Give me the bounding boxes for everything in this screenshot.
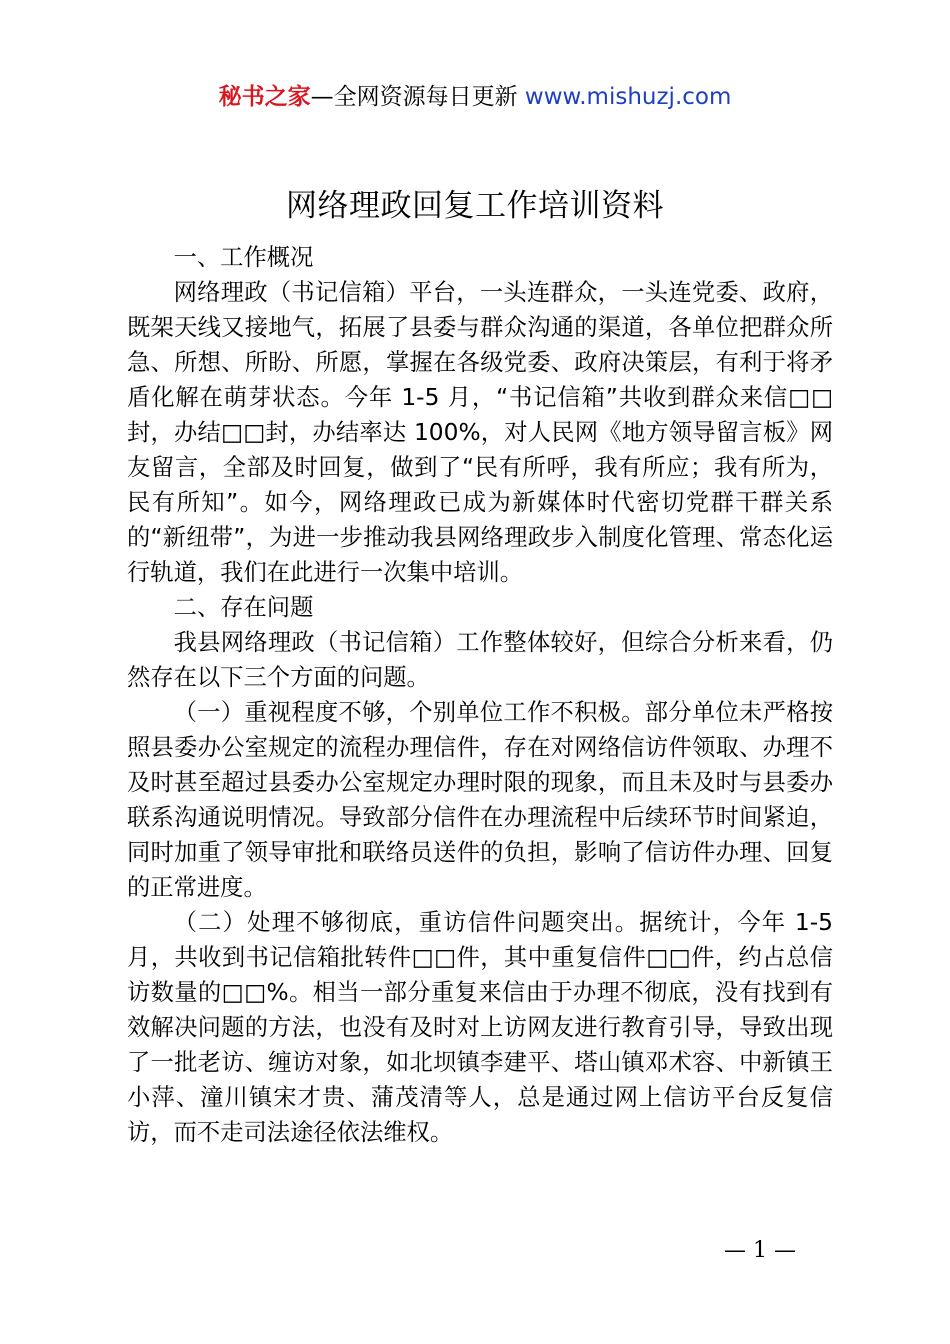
document-body — [127, 240, 833, 1150]
document-title: 网络理政回复工作培训资料 — [286, 188, 664, 224]
paragraph-problem-1: （一）重视程度不够，个别单位工作不积极。部分单位未严格按照县委办公室规定的流程办理信件，存在对网络信访件领取、办理不及时甚至超过县委办公室规定办理时限的现象，而且未及时与县委办联系沟通说明情况。导致部分信件在办理流程中后续环节时间紧迫，同时加重了领导审批和联络员送件的负担，影响了信访件办理、回复的正常进度。 — [127, 699, 833, 901]
section-heading-problems: 二、存在问题 — [173, 594, 314, 621]
page-number: — 1 — — [724, 1238, 796, 1263]
paragraph-problems-intro: 我县网络理政（书记信箱）工作整体较好，但综合分析来看，仍然存在以下三个方面的问题。 — [127, 629, 833, 691]
site-tagline: —全网资源每日更新 — [310, 84, 525, 110]
site-header — [0, 80, 950, 114]
paragraph-overview: 网络理政（书记信箱）平台，一头连群众，一头连党委、政府，既架天线又接地气，拓展了县委与群众沟通的渠道，各单位把群众所急、所想、所盼、所愿，掌握在各级党委、政府决策层，有利于将矛盾化解在萌芽状态。今年 1-5 月，“书记信箱”共收到群众来信□□封，办结□□封，办结率达 100%，对人民网《地方领导留言板》网友留言，全部及时回复，做到了“民有所呼，我有所应；我有所为，民有所知”。如今，网络理政已成为新媒体时代密切党群干群关系的“新纽带”，为进一步推动我县网络理政步入制度化管理、常态化运行轨道，我们在此进行一次集中培训。 — [127, 279, 833, 586]
paragraph-problem-2: （二）处理不够彻底，重访信件问题突出。据统计，今年 1-5 月，共收到书记信箱批转件□□件，其中重复信件□□件，约占总信访数量的□□%。相当一部分重复来信由于办理不彻底，没有找到有效解决问题的方法，也没有及时对上访网友进行教育引导，导致出现了一批老访、缠访对象，如北坝镇李建平、塔山镇邓术容、中新镇王小萍、潼川镇宋才贵、蒲茂清等人，总是通过网上信访平台反复信访，而不走司法途径依法维权。 — [127, 909, 833, 1146]
site-url-link[interactable]: www.mishuzj.com — [524, 84, 732, 110]
site-brand: 秘书之家 — [218, 84, 311, 110]
section-heading-overview: 一、工作概况 — [173, 244, 314, 271]
